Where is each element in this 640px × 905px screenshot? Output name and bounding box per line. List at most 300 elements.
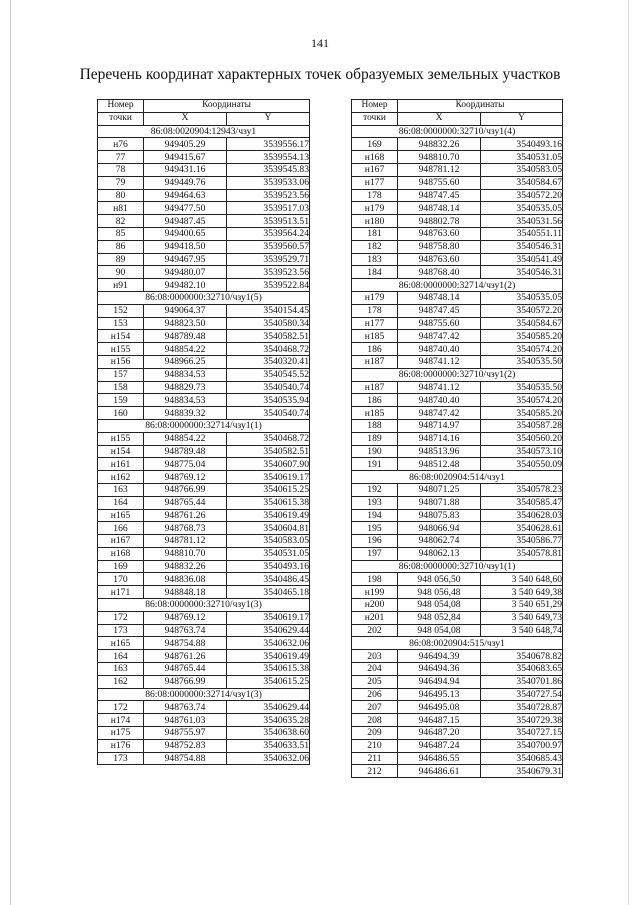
- coord-x: 946494.36: [398, 663, 481, 676]
- point-number: 205: [352, 675, 398, 688]
- table-row: [352, 535, 563, 548]
- point-number: н156: [98, 355, 144, 368]
- coord-x: 948747.42: [398, 407, 481, 420]
- point-number: 186: [352, 394, 398, 407]
- coord-x: 948 056,48: [398, 586, 481, 599]
- point-number: н168: [98, 547, 144, 560]
- point-number: н179: [352, 291, 398, 304]
- coord-y: 3540727.15: [481, 727, 563, 740]
- coord-x: 948802.78: [398, 215, 481, 228]
- coord-x: 948758.80: [398, 240, 481, 253]
- coord-y: 3540493.16: [227, 560, 310, 573]
- parcel-id: 86:08:0020904:12943/чзу1: [98, 125, 310, 138]
- coord-y: 3540535.05: [481, 202, 563, 215]
- table-row: [98, 637, 310, 650]
- header-number-line1: Номер: [352, 100, 398, 113]
- parcel-id: 86:08:0000000:32710/чзу1(2): [352, 368, 563, 381]
- point-number: 191: [352, 458, 398, 471]
- coord-x: 948854.22: [144, 432, 227, 445]
- coord-y: 3540728.87: [481, 701, 563, 714]
- coord-y: 3540586.77: [481, 535, 563, 548]
- table-row: [98, 752, 310, 765]
- header-x: X: [144, 112, 227, 125]
- coord-x: 948765.44: [144, 496, 227, 509]
- group-header-row: [352, 637, 563, 650]
- coord-x: 949464.63: [144, 189, 227, 202]
- table-row: [352, 381, 563, 394]
- coord-x: 946487.15: [398, 714, 481, 727]
- table-row: [352, 483, 563, 496]
- coord-y: 3540604.81: [227, 522, 310, 535]
- coord-x: 948 052,84: [398, 611, 481, 624]
- coord-x: 948512.48: [398, 458, 481, 471]
- coord-x: 948752.83: [144, 739, 227, 752]
- coord-x: 948810.70: [398, 151, 481, 164]
- point-number: н91: [98, 279, 144, 292]
- coord-x: 948768.40: [398, 266, 481, 279]
- table-row: [98, 471, 310, 484]
- point-number: 196: [352, 535, 398, 548]
- table-row: [98, 163, 310, 176]
- point-number: 159: [98, 394, 144, 407]
- coord-y: 3540551.11: [481, 227, 563, 240]
- coord-y: 3 540 649,38: [481, 586, 563, 599]
- coord-x: 949449.76: [144, 176, 227, 189]
- point-number: 169: [352, 138, 398, 151]
- coord-y: 3540572.20: [481, 304, 563, 317]
- point-number: 173: [98, 624, 144, 637]
- coord-y: 3540632.06: [227, 637, 310, 650]
- table-row: [98, 330, 310, 343]
- point-number: 90: [98, 266, 144, 279]
- header-number-line2: точки: [352, 112, 398, 125]
- coord-x: 948832.26: [398, 138, 481, 151]
- point-number: 197: [352, 547, 398, 560]
- table-row: [98, 547, 310, 560]
- point-number: 78: [98, 163, 144, 176]
- coord-x: 948839.32: [144, 407, 227, 420]
- coord-x: 949482.10: [144, 279, 227, 292]
- point-number: 183: [352, 253, 398, 266]
- table-row: [98, 573, 310, 586]
- table-row: [98, 355, 310, 368]
- point-number: 163: [98, 663, 144, 676]
- coord-x: 946487.24: [398, 739, 481, 752]
- table-row: [352, 266, 563, 279]
- group-header-row: [352, 279, 563, 292]
- point-number: 153: [98, 317, 144, 330]
- table-row: [352, 176, 563, 189]
- point-number: 192: [352, 483, 398, 496]
- table-row: [352, 419, 563, 432]
- table-row: [98, 343, 310, 356]
- point-number: 172: [98, 611, 144, 624]
- table-row: [352, 343, 563, 356]
- point-number: 170: [98, 573, 144, 586]
- point-number: 162: [98, 675, 144, 688]
- table-row: [352, 317, 563, 330]
- coord-y: 3540541.49: [481, 253, 563, 266]
- point-number: н179: [352, 202, 398, 215]
- coord-y: 3539554.13: [227, 151, 310, 164]
- table-row: [98, 279, 310, 292]
- coord-x: 948 056,50: [398, 573, 481, 586]
- coord-y: 3540154.45: [227, 304, 310, 317]
- coord-y: 3540531.05: [481, 151, 563, 164]
- coord-y: 3539523.56: [227, 266, 310, 279]
- header-x: X: [398, 112, 481, 125]
- table-row: [352, 611, 563, 624]
- coord-y: 3540727.54: [481, 688, 563, 701]
- point-number: н155: [98, 343, 144, 356]
- coord-y: 3540574.20: [481, 343, 563, 356]
- coord-y: 3540582.51: [227, 445, 310, 458]
- coord-y: 3540700.97: [481, 739, 563, 752]
- coord-y: 3539564.24: [227, 227, 310, 240]
- table-row: [98, 432, 310, 445]
- coord-x: 946495.08: [398, 701, 481, 714]
- coord-y: 3540580.34: [227, 317, 310, 330]
- point-number: 77: [98, 151, 144, 164]
- coord-x: 948741.12: [398, 381, 481, 394]
- parcel-id: 86:08:0000000:32710/чзу1(1): [352, 560, 563, 573]
- point-number: 79: [98, 176, 144, 189]
- coord-x: 948075.83: [398, 509, 481, 522]
- point-number: 188: [352, 419, 398, 432]
- coord-x: 948848.18: [144, 586, 227, 599]
- coord-y: 3539522.84: [227, 279, 310, 292]
- coord-x: 948781.12: [398, 163, 481, 176]
- group-header-row: [98, 125, 310, 138]
- coord-y: 3540531.05: [227, 547, 310, 560]
- point-number: н185: [352, 330, 398, 343]
- table-row: [98, 227, 310, 240]
- parcel-id: 86:08:0000000:32710/чзу1(4): [352, 125, 563, 138]
- coord-y: 3540574.20: [481, 394, 563, 407]
- coord-y: 3540615.38: [227, 496, 310, 509]
- scan-edge-right: [628, 0, 629, 905]
- point-number: 186: [352, 343, 398, 356]
- page-number: 141: [311, 36, 329, 50]
- table-row: [352, 688, 563, 701]
- point-number: н155: [98, 432, 144, 445]
- group-header-row: [98, 599, 310, 612]
- point-number: 164: [98, 496, 144, 509]
- table-row: [352, 586, 563, 599]
- point-number: 202: [352, 624, 398, 637]
- coord-y: 3 540 648,60: [481, 573, 563, 586]
- coord-y: 3540546.31: [481, 240, 563, 253]
- point-number: 86: [98, 240, 144, 253]
- table-row: [352, 599, 563, 612]
- coord-y: 3539556.17: [227, 138, 310, 151]
- coord-y: 3540486.45: [227, 573, 310, 586]
- coord-x: 948761.03: [144, 714, 227, 727]
- group-header-row: [352, 471, 563, 484]
- coord-y: 3540585.20: [481, 407, 563, 420]
- table-row: [352, 624, 563, 637]
- coord-y: 3539523.56: [227, 189, 310, 202]
- table-row: [352, 701, 563, 714]
- coord-x: 948766.99: [144, 675, 227, 688]
- point-number: н174: [98, 714, 144, 727]
- table-row: [98, 176, 310, 189]
- coord-x: 948836.08: [144, 573, 227, 586]
- coord-y: 3540535.94: [227, 394, 310, 407]
- coord-y: 3540628.61: [481, 522, 563, 535]
- table-row: [352, 727, 563, 740]
- coord-y: 3540729.38: [481, 714, 563, 727]
- point-number: 166: [98, 522, 144, 535]
- point-number: 198: [352, 573, 398, 586]
- coord-y: 3540632.06: [227, 752, 310, 765]
- table-row: [98, 368, 310, 381]
- table-row: [98, 624, 310, 637]
- coord-y: 3540628.03: [481, 509, 563, 522]
- coord-x: 948763.60: [398, 227, 481, 240]
- coord-y: 3540550.09: [481, 458, 563, 471]
- table-row: [352, 714, 563, 727]
- coord-x: 948513.96: [398, 445, 481, 458]
- coord-y: 3539513.51: [227, 215, 310, 228]
- point-number: 204: [352, 663, 398, 676]
- point-number: 211: [352, 752, 398, 765]
- table-row: [98, 189, 310, 202]
- point-number: 172: [98, 701, 144, 714]
- point-number: н154: [98, 445, 144, 458]
- point-number: 207: [352, 701, 398, 714]
- parcel-id: 86:08:0020904:515/чзу1: [352, 637, 563, 650]
- coord-x: 946486.55: [398, 752, 481, 765]
- coord-y: 3540573.10: [481, 445, 563, 458]
- coord-y: 3540535.50: [481, 355, 563, 368]
- coord-y: 3540615.38: [227, 663, 310, 676]
- coord-x: 948763.60: [398, 253, 481, 266]
- coord-x: 948741.12: [398, 355, 481, 368]
- table-row: [98, 445, 310, 458]
- coord-y: 3 540 649,73: [481, 611, 563, 624]
- coord-x: 946494.39: [398, 650, 481, 663]
- coord-x: 948823.50: [144, 317, 227, 330]
- coord-y: 3540578.81: [481, 547, 563, 560]
- point-number: н180: [352, 215, 398, 228]
- coord-x: 948062.74: [398, 535, 481, 548]
- parcel-id: 86:08:0000000:32710/чзу1(5): [98, 291, 310, 304]
- parcel-id: 86:08:0000000:32714/чзу1(1): [98, 419, 310, 432]
- coord-x: 946494.94: [398, 675, 481, 688]
- point-number: 203: [352, 650, 398, 663]
- group-header-row: [98, 291, 310, 304]
- coord-x: 946495.13: [398, 688, 481, 701]
- coord-x: 948789.48: [144, 445, 227, 458]
- coord-y: 3540540.74: [227, 407, 310, 420]
- coord-y: 3540633.51: [227, 739, 310, 752]
- point-number: 89: [98, 253, 144, 266]
- coord-x: 948748.14: [398, 291, 481, 304]
- table-row: [98, 714, 310, 727]
- coord-y: 3540468.72: [227, 343, 310, 356]
- point-number: 157: [98, 368, 144, 381]
- table-row: [352, 151, 563, 164]
- table-row: [352, 675, 563, 688]
- coord-x: 948769.12: [144, 471, 227, 484]
- point-number: 208: [352, 714, 398, 727]
- point-number: н76: [98, 138, 144, 151]
- point-number: н167: [352, 163, 398, 176]
- coord-x: 948755.60: [398, 176, 481, 189]
- point-number: н162: [98, 471, 144, 484]
- table-row: [98, 215, 310, 228]
- parcel-id: 86:08:0000000:32714/чзу1(3): [98, 688, 310, 701]
- point-number: н81: [98, 202, 144, 215]
- coord-x: 948755.97: [144, 727, 227, 740]
- coord-y: 3540583.05: [227, 535, 310, 548]
- coord-y: 3540629.44: [227, 624, 310, 637]
- coord-x: 948740.40: [398, 343, 481, 356]
- coord-x: 948789.48: [144, 330, 227, 343]
- coord-x: 948966.25: [144, 355, 227, 368]
- coord-x: 948062.13: [398, 547, 481, 560]
- table-row: [352, 650, 563, 663]
- group-header-row: [352, 125, 563, 138]
- table-row: [98, 202, 310, 215]
- point-number: 80: [98, 189, 144, 202]
- coord-y: 3540540.74: [227, 381, 310, 394]
- coord-x: 948761.26: [144, 509, 227, 522]
- parcel-id: 86:08:0000000:32714/чзу1(2): [352, 279, 563, 292]
- header-y: Y: [481, 112, 563, 125]
- coord-y: 3540629.44: [227, 701, 310, 714]
- coord-x: 949467.95: [144, 253, 227, 266]
- coord-y: 3539517.03: [227, 202, 310, 215]
- point-number: н176: [98, 739, 144, 752]
- table-body-right: [352, 125, 563, 778]
- table-row: [352, 394, 563, 407]
- table-row: [98, 317, 310, 330]
- coord-x: 948766.99: [144, 483, 227, 496]
- coord-x: 948 054,08: [398, 624, 481, 637]
- coord-x: 948834.53: [144, 368, 227, 381]
- coord-y: 3540578.23: [481, 483, 563, 496]
- coord-x: 948754.88: [144, 637, 227, 650]
- coord-x: 949431.16: [144, 163, 227, 176]
- table-row: [352, 573, 563, 586]
- point-number: н200: [352, 599, 398, 612]
- table-row: [98, 727, 310, 740]
- point-number: 85: [98, 227, 144, 240]
- coord-y: 3540678.82: [481, 650, 563, 663]
- coord-y: 3540701.86: [481, 675, 563, 688]
- coord-y: 3540685.43: [481, 752, 563, 765]
- parcel-id: 86:08:0000000:32710/чзу1(3): [98, 599, 310, 612]
- coord-y: 3540582.51: [227, 330, 310, 343]
- coord-y: 3540585.47: [481, 496, 563, 509]
- table-row: [352, 432, 563, 445]
- coord-x: 948763.74: [144, 701, 227, 714]
- point-number: 164: [98, 650, 144, 663]
- table-row: [352, 547, 563, 560]
- coord-x: 948854.22: [144, 343, 227, 356]
- table-row: [352, 330, 563, 343]
- table-row: [98, 496, 310, 509]
- point-number: н201: [352, 611, 398, 624]
- table-row: [98, 266, 310, 279]
- coord-x: 949487.45: [144, 215, 227, 228]
- point-number: 169: [98, 560, 144, 573]
- table-row: [352, 163, 563, 176]
- table-row: [352, 215, 563, 228]
- table-row: [98, 611, 310, 624]
- coord-x: 948775.04: [144, 458, 227, 471]
- point-number: 173: [98, 752, 144, 765]
- point-number: 193: [352, 496, 398, 509]
- coord-y: 3540638.60: [227, 727, 310, 740]
- coord-y: 3539545.83: [227, 163, 310, 176]
- coord-x: 948829.73: [144, 381, 227, 394]
- table-row: [352, 138, 563, 151]
- table-row: [352, 458, 563, 471]
- table-row: [98, 458, 310, 471]
- group-header-row: [98, 419, 310, 432]
- table-row: [352, 752, 563, 765]
- coord-x: 948071.25: [398, 483, 481, 496]
- coord-y: 3539560.57: [227, 240, 310, 253]
- coord-y: 3540535.05: [481, 291, 563, 304]
- coord-x: 948761.26: [144, 650, 227, 663]
- table-row: [352, 445, 563, 458]
- point-number: н168: [352, 151, 398, 164]
- point-number: 160: [98, 407, 144, 420]
- coord-y: 3540615.25: [227, 675, 310, 688]
- header-number-line1: Номер: [98, 100, 144, 113]
- point-number: н167: [98, 535, 144, 548]
- table-row: [98, 535, 310, 548]
- coord-y: 3540585.20: [481, 330, 563, 343]
- table-row: [352, 522, 563, 535]
- point-number: н175: [98, 727, 144, 740]
- group-header-row: [352, 560, 563, 573]
- header-coordinates: Координаты: [144, 100, 310, 113]
- coord-x: 948747.45: [398, 189, 481, 202]
- coord-y: 3540465.18: [227, 586, 310, 599]
- point-number: 206: [352, 688, 398, 701]
- coord-y: 3540619.49: [227, 509, 310, 522]
- coord-x: 948765.44: [144, 663, 227, 676]
- table-row: [352, 240, 563, 253]
- coord-y: 3540679.31: [481, 765, 563, 778]
- table-row: [352, 253, 563, 266]
- coord-x: 948834.53: [144, 394, 227, 407]
- header-coordinates: Координаты: [398, 100, 563, 113]
- coord-y: 3540619.49: [227, 650, 310, 663]
- point-number: 178: [352, 189, 398, 202]
- coord-y: 3 540 651,29: [481, 599, 563, 612]
- coord-y: 3539529.71: [227, 253, 310, 266]
- coord-y: 3540531.56: [481, 215, 563, 228]
- table-row: [98, 304, 310, 317]
- table-row: [98, 253, 310, 266]
- coord-y: 3540545.52: [227, 368, 310, 381]
- coord-x: 948747.45: [398, 304, 481, 317]
- table-row: [98, 701, 310, 714]
- point-number: 194: [352, 509, 398, 522]
- coord-x: 948763.74: [144, 624, 227, 637]
- coord-x: 948071.88: [398, 496, 481, 509]
- coord-x: 949418.50: [144, 240, 227, 253]
- table-row: [98, 522, 310, 535]
- coord-y: 3540546.31: [481, 266, 563, 279]
- point-number: н165: [98, 637, 144, 650]
